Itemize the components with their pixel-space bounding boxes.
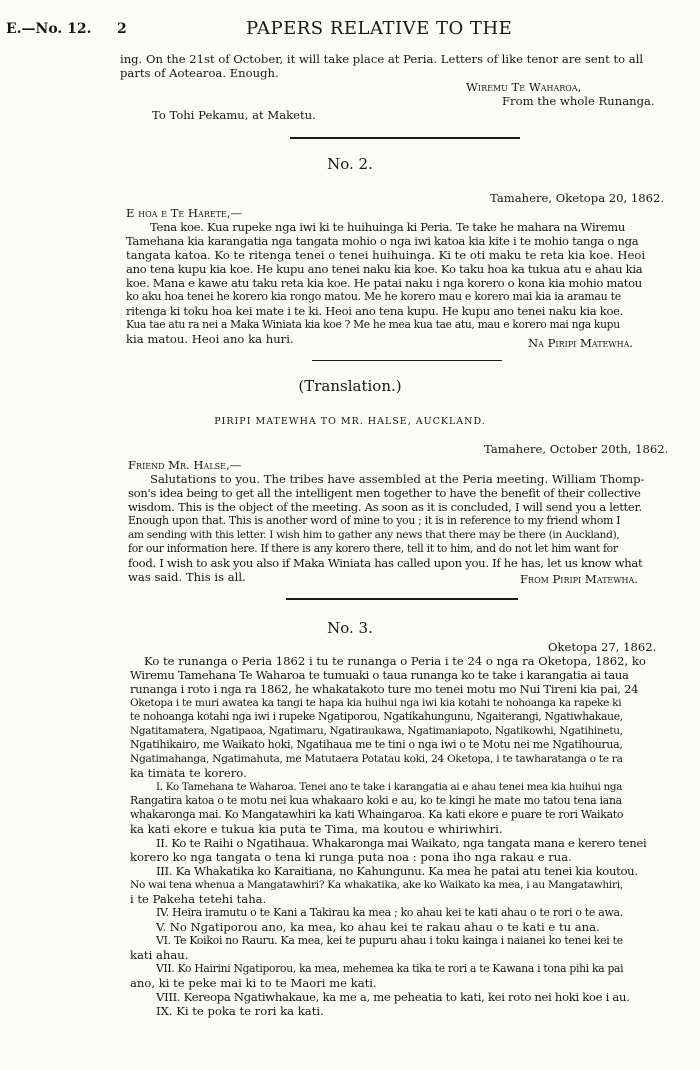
text-line: tangata katoa. Ko te ritenga tenei o tenei huihuinga. Ki te oti maku te reta kia koe. Heoi (126, 248, 646, 262)
text-line: ano tena kupu kia koe. He kupu ano tenei naku kia koe. Ko taku hoa ka tukua atu e ahau kia (126, 262, 643, 276)
text-line: runanga i roto i nga ra 1862, he whakatakoto ture mo tenei motu mo Nui Tireni kia pai, 24 (130, 682, 639, 696)
letter-body-translation (128, 472, 648, 584)
salutation: E hoa e Te Harete,— (126, 206, 243, 220)
text-line: kati ahau. (130, 948, 189, 962)
text-line: i te Pakeha tetehi taha. (130, 892, 267, 906)
salutation: Friend Mr. Halse,— (128, 458, 242, 472)
translation-heading: (Translation.) (298, 377, 402, 395)
letter-body-maori (126, 220, 648, 346)
text-line: I. Ko Tamehana te Waharoa. Tenei ano te take i karangatia ai e ahau tenei mea kia huihui nga (156, 781, 623, 793)
text-line: Enough upon that. This is another word of mine to you ; it is in reference to my friend whom I (128, 514, 621, 527)
text-line: ko aku hoa tenei he korero kia rongo matou. Me he korero mau e korero mai kia ia aramau te (126, 290, 621, 303)
text-line: ano, ki te peke mai ki to te Maori me kati. (130, 976, 377, 990)
section-heading-no2: No. 2. (327, 155, 373, 173)
text-line: Ngatimahanga, Ngatimahuta, me Matutaera Potatau koki, 24 Oketopa, i te tawharatanga o te ra (130, 752, 623, 765)
list-item (130, 962, 650, 990)
text-line: Tena koe. Kua rupeke nga iwi ki te huihuinga ki Peria. Te take he mahara na Wiremu (150, 220, 626, 234)
page-number: 2 (117, 21, 127, 37)
list-item (130, 906, 650, 920)
text-line: VIII. Kereopa Ngatiwhakaue, ka me a, me peheatia to kati, kei roto nei hoki koe i au. (156, 990, 630, 1004)
text-line: koe. Mana e kawe atu taku reta kia koe. He patai naku i nga korero o kona kia mohio matou (126, 276, 642, 290)
text-line: Ko te runanga o Peria 1862 i tu te runanga o Peria i te 24 o nga ra Oketopa, 1862, ko (144, 654, 646, 668)
text-line: Salutations to you. The tribes have assembled at the Peria meeting. William Thomp- (150, 472, 645, 486)
text-line: ritenga ki toku hoa kei mate i te ki. Heoi ano tena kupu. He kupu ano tenei naku kia koe. (126, 304, 624, 318)
list-item (130, 864, 650, 906)
text-line: VII. Ko Hairini Ngatiporou, ka mea, mehemea ka tika te rori a te Kawana i tona pihi ka pai (156, 962, 624, 975)
text-line: Rangatira katoa o te motu nei kua whakaaro koki e au, ko te kingi he mate mo tatou tena iana (130, 794, 622, 807)
text-line: kia matou. Heoi ano ka huri. (126, 332, 294, 346)
list-item (130, 990, 650, 1004)
text-line: VI. Te Koikoi no Rauru. Ka mea, kei te pupuru ahau i toku kainga i naianei ko tenei kei te (156, 934, 623, 947)
text-line: ka timata te korero. (130, 766, 247, 780)
translation-subheading: PIRIPI MATEWHA TO MR. HALSE, AUCKLAND. (214, 416, 486, 427)
text-line: whakaronga mai. Ko Mangatawhiri ka kati Whaingaroa. Ka kati ekore e puare te rori Waikato (130, 808, 624, 821)
text-line: food. I wish to ask you also if Maka Winiata has called upon you. If he has, let us know what (128, 556, 643, 570)
signature: From Piripi Matewha. (520, 572, 638, 586)
top-letter-text (120, 52, 648, 80)
text-line: IX. Ki te poka te rori ka kati. (156, 1004, 324, 1018)
runanga-record (130, 654, 650, 1018)
dateline: Oketopa 27, 1862. (548, 640, 657, 654)
section-heading-no3: No. 3. (327, 619, 373, 637)
signature: Wiremu Te Waharoa, (466, 80, 582, 94)
text-line: am sending with this letter. I wish him to gather any news that there may be there (in Auckland), (128, 529, 620, 541)
list-item (130, 920, 650, 934)
running-title: PAPERS RELATIVE TO THE (246, 18, 513, 39)
dateline: Tamahere, Oketopa 20, 1862. (490, 191, 665, 205)
section-divider (290, 137, 520, 139)
text-line: III. Ka Whakatika ko Karaitiana, no Kahungunu. Ka mea he patai atu tenei kia koutou. (156, 864, 638, 878)
text-line: V. No Ngatiporou ano, ka mea, ko ahau kei te rakau ahau o te kati e tu ana. (156, 920, 600, 934)
text-line: Tamehana kia karangatia nga tangata mohio o nga iwi katoa kia kite i te mohio tanga o nga (126, 234, 639, 248)
text-line: Wiremu Tamehana Te Waharoa te tumuaki o taua runanga ko te take i karangatia ai taua (130, 668, 629, 682)
text-line: Oketopa i te muri awatea ka tangi te hapa kia huihui nga iwi kia kotahi te nohoanga ka rapeke ki (130, 697, 622, 709)
text-line: te nohoanga kotahi nga iwi i rupeke Ngatiporou, Ngatikahungunu, Ngaiterangi, Ngatiwhakaue, (130, 710, 623, 723)
list-item (130, 780, 650, 836)
text-line: Ngatitamatera, Ngatipaoa, Ngatimaru, Ngatiraukawa, Ngatimaniapoto, Ngatikowhi, Ngatihinetu, (130, 725, 623, 737)
list-item (130, 934, 650, 962)
text-line: ing. On the 21st of October, it will take place at Peria. Letters of like tenor are sent to all (120, 52, 644, 66)
text-line: parts of Aotearoa. Enough. (120, 66, 279, 80)
list-item (130, 1004, 650, 1018)
text-line: ka kati ekore e tukua kia puta te Tima, ma koutou e whiriwhiri. (130, 822, 503, 836)
text-line: No wai tena whenua a Mangatawhiri? Ka whakatika, ake ko Waikato ka mea, i au Mangatawhiri, (130, 879, 623, 891)
signature: Na Piripi Matewha. (528, 336, 634, 350)
signature-sub: From the whole Runanga. (502, 94, 655, 108)
text-line: for our information here. If there is any korero there, tell it to him, and do not let him want for (128, 542, 618, 555)
text-line: korero ko nga tangata o tena ki runga puta noa : pona iho nga rakau e rua. (130, 850, 572, 864)
text-line: wisdom. This is the object of the meeting. As soon as it is concluded, I will send you a letter. (128, 500, 642, 514)
document-code: E.—No. 12. (6, 21, 92, 37)
text-line: son's idea being to get all the intelligent men together to have the benefit of their collective (128, 486, 641, 500)
text-line: was said. This is all. (128, 570, 246, 584)
text-line: Ngatihikairo, me Waikato hoki, Ngatihaua me te tini o nga iwi o te Motu nei me Ngatihourua, (130, 738, 623, 751)
text-line: Kua tae atu ra nei a Maka Winiata kia koe ? Me he mea kua tae atu, mau e korero mai nga kupu (126, 318, 620, 331)
text-line: II. Ko te Raihi o Ngatihaua. Whakaronga mai Waikato, nga tangata mana e kerero tenei (156, 836, 647, 850)
section-divider (312, 360, 502, 361)
dateline: Tamahere, October 20th, 1862. (484, 442, 669, 456)
list-item (130, 836, 650, 864)
section-divider (286, 598, 518, 600)
text-line: IV. Heira iramutu o te Kani a Takirau ka mea ; ko ahau kei te kati ahau o te rori o te awa. (156, 906, 623, 919)
addressee: To Tohi Pekamu, at Maketu. (152, 108, 316, 122)
